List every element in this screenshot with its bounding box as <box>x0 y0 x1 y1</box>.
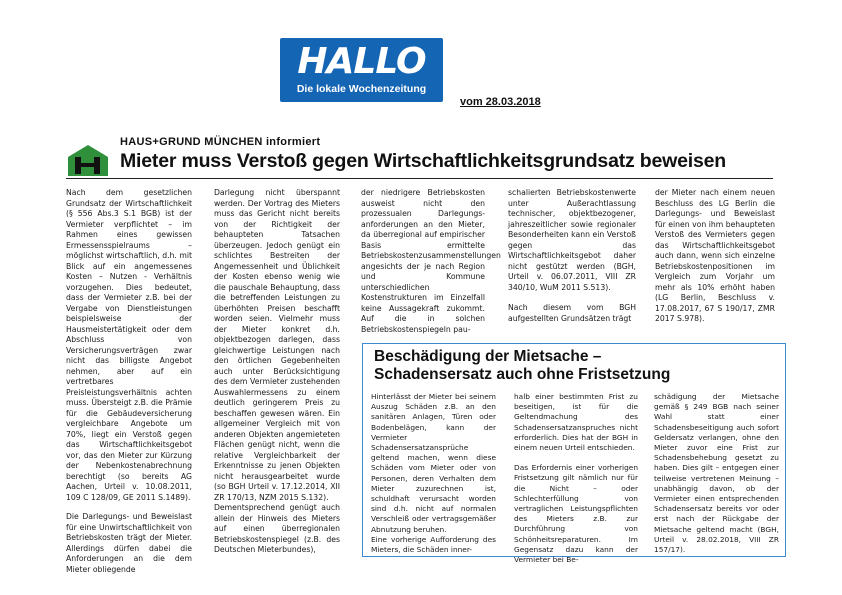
paragraph: der Mieter nach einem neuen Beschluss des LG Berlin die Darlegungs- und Beweislast für einen von ihm behaupteten Verstoß des Vermieters gegen das Wirtschaftlichkeitsgebot auch dann, wenn sich einzelne Betriebskostenpositionen im Vergleich zum Vorjahr um mehr als 10% erhöht haben (LG Berlin, Beschluss v. 17.08.2017, 67 S 190/17, ZMR 2017 S.978). <box>655 188 775 323</box>
paragraph: halb einer bestimmten Frist zu beseitigen, ist für die Geltendmachung des Schadensersatzanspruches nicht erforderlich. Dies hat der BGH in einem neuen Urteil entschieden. <box>514 392 638 453</box>
headline-divider <box>66 178 773 179</box>
article-column-4 <box>508 188 636 324</box>
paragraph: der niedrigere Betriebskosten ausweist nicht den prozessualen Darlegungs-anforderungen an den Mieter, da überregional auf empirischer Basis ermittelte Betriebskostenzusammenstellungen angesichts der je nach Region und Kommune unterschiedlichen Kostenstrukturen im Einzelfall keine Aussagekraft zukommt. Auf die in solchen Betriebskostenspiegeln pau- <box>361 188 501 334</box>
paragraph: Die Darlegungs- und Beweislast für eine Unwirtschaftlichkeit von Betriebskosten trägt der Mieter. Allerdings dürfen dabei die Anforderungen an die dem Mieter obliegende <box>66 512 192 574</box>
article-headline: Mieter muss Verstoß gegen Wirtschaftlichkeitsgrundsatz beweisen <box>120 150 726 172</box>
paragraph: schalierten Betriebskostenwerte unter Außerachtlassung technischer, objektbezogener, jahreszeitlicher sowie regionaler Besonderheiten kann ein Verstoß gegen das Wirtschaftlichkeitsgebot daher nicht gestützt werden (BGH, Urteil v. 06.07.2011, VIII ZR 340/10, WuM 2011 S.513). <box>508 188 636 292</box>
box-column-2 <box>514 392 638 565</box>
paragraph: Nach dem gesetzlichen Grundsatz der Wirtschaftlichkeit (§ 556 Abs.3 S.1 BGB) ist der Vermieter verpflichtet – im Rahmen eines gewissen Ermessensspielraums – möglichst wirtschaftlich, d.h. mit Blick auf ein angemessenes Kosten – Nutzen - Verhältnis vorzugehen. Dies bedeutet, dass der Vermieter z.B. bei der Vergabe von Dienstleistungen beispielsweise der Hausmeistertätigkeit oder dem Abschluss von Versicherungsverträgen zwar nicht das billigste Angebot nehmen, aber auf ein vertretbares Preisleistungsverhältnis achten muss. Übersteigt z.B. die Prämie für die Gebäudeversicherung vergleichbare Angebote um 70%, liegt ein Verstoß gegen das Wirtschaftlichkeitsgebot vor, das den Mieter zur Kürzung der Nebenkostenabrechnung berechtigt (so bereits AG Aachen, Urteil v. 10.08.2011, 109 C 128/09, GE 2011 S.1489). <box>66 188 192 502</box>
box-title-line: Beschädigung der Mietsache – <box>374 348 602 365</box>
article-column-5 <box>655 188 775 325</box>
paragraph: Darlegung nicht überspannt werden. Der Vortrag des Mieters muss das Gericht nicht bereits von der Richtigkeit der behaupteten Tatsachen überzeugen. Jedoch genügt ein schlichtes Bestreiten der Angemessenheit und Üblichkeit der Kosten ebenso wenig wie die pauschale Behauptung, dass die betreffenden Leistungen zu überhöhten Preisen beschafft worden seien. Vielmehr muss der Mieter konkret d.h. objektbezogen darlegen, dass gleichwertige Leistungen nach den örtlichen Gegebenheiten auch unter Berücksichtigung des dem Vermieter zustehenden Auswahlermessens zu einem deutlich geringerem Preis zu beschaffen gewesen wären. Ein allgemeiner Vergleich mit von anderen Objekten angemieteten Flächen genügt nicht, wenn die relative Vergleichbarkeit der Erkenntnisse zu jenen Objekten nicht herausgearbeitet wurde (so BGH Urteil v. 17.12.2014, XII ZR 170/13, NZM 2015 S.132). <box>214 188 340 502</box>
article-column-2 <box>214 188 340 556</box>
article-column-1 <box>66 188 192 575</box>
article-column-3 <box>361 188 501 335</box>
paragraph: Das Erfordernis einer vorherigen Fristsetzung gilt nämlich nur für die Nicht – oder Schlechterfüllung von vertraglichen Leistungspflichten des Mieters z.B. zur Durchführung von Schönheitsreparaturen. Im Gegensatz dazu kann der Vermieter bei Be- <box>514 463 638 565</box>
haus-grund-logo-icon <box>66 143 110 176</box>
box-title-line: Schadensersatz auch ohne Fristsetzung <box>374 366 671 383</box>
box-column-3 <box>654 392 779 555</box>
logo-tagline: Die lokale Wochenzeitung <box>296 83 427 95</box>
paragraph: Dementsprechend genügt auch allein der Hinweis des Mieters auf einen überregionalen Betriebskostenspiegel (z.B. des Deutschen Mieterbundes), <box>214 503 340 554</box>
paragraph: Hinterlässt der Mieter bei seinem Auszug Schäden z.B. an den sanitären Anlagen, Türen oder Bodenbelägen, kann der Vermieter Schadensersatzansprüche geltend machen, wenn diese Schäden vom Mieter oder von Personen, deren Verhalten dem Mieter zuzurechnen ist, schuldhaft verursacht worden sind d.h. nicht auf normalen Verschleiß oder vertragsgemäßer Abnutzung beruhen. <box>371 392 496 534</box>
hallo-logo <box>280 38 443 102</box>
logo-wordmark: HALLO <box>297 41 426 82</box>
box-article-title <box>374 348 774 384</box>
paragraph: Nach diesem vom BGH aufgestellten Grundsätzen trägt <box>508 303 636 323</box>
paragraph: schädigung der Mietsache gemäß § 249 BGB nach seiner Wahl statt einer Schadensbeseitigung auch sofort Geldersatz verlangen, ohne den Mieter zuvor eine Frist zur Schadensbehebung gesetzt zu haben. Dies gilt – entgegen einer teilweise vertretenen Meinung – unabhängig davon, ob der Vermieter einen entsprechenden Schadensersatz bereits vor oder erst nach der Rückgabe der Mietsache geltend macht (BGH, Urteil v. 28.02.2018, VIII ZR 157/17). <box>654 392 779 555</box>
paragraph: Eine vorherige Aufforderung des Mieters, die Schäden inner- <box>371 534 496 555</box>
box-column-1 <box>371 392 496 555</box>
article-kicker: HAUS+GRUND MÜNCHEN informiert <box>120 136 321 148</box>
issue-date: vom 28.03.2018 <box>460 96 541 108</box>
